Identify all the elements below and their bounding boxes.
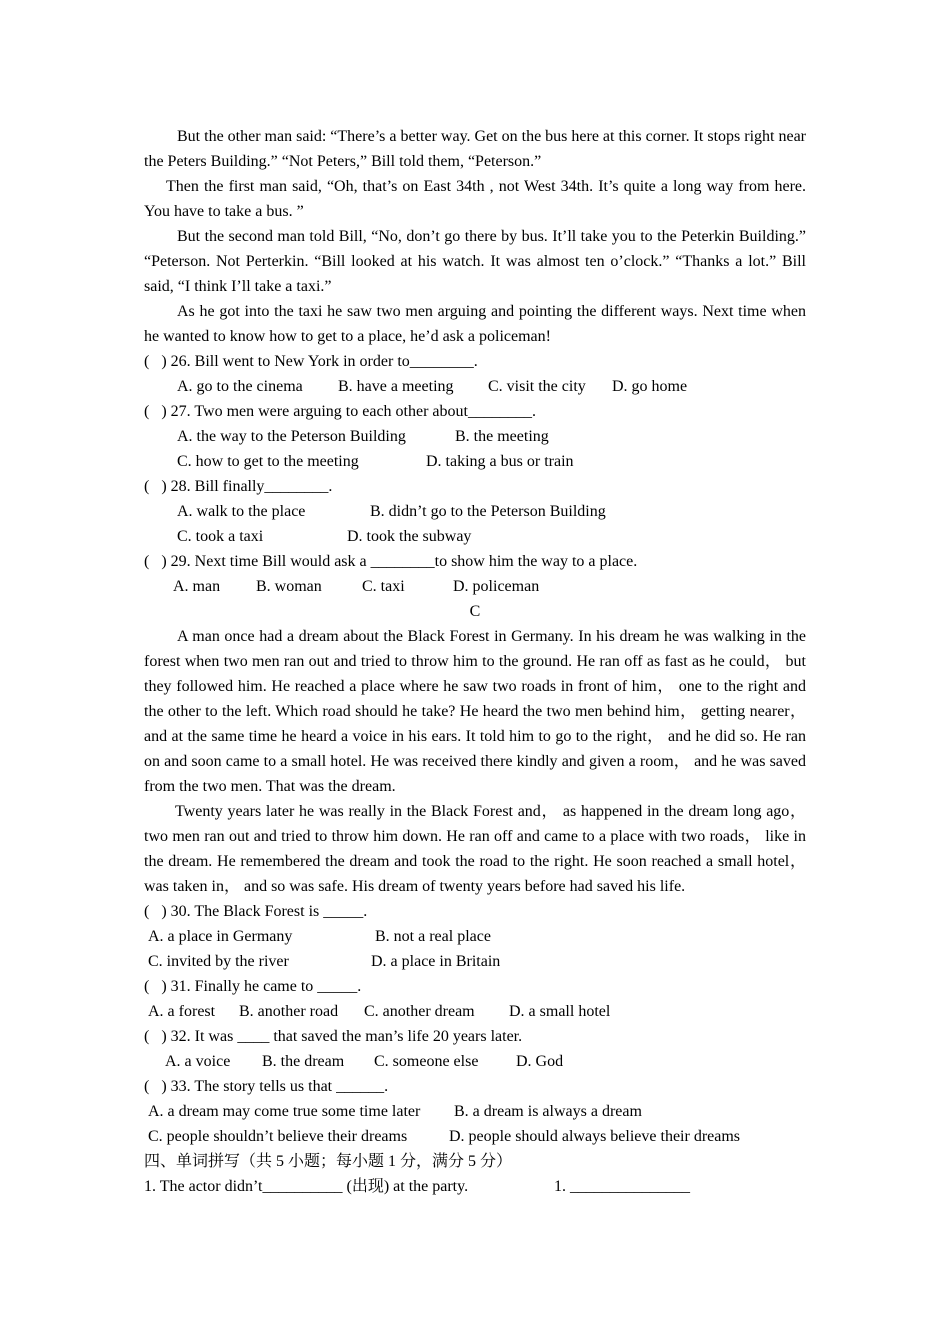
- section-4-title: 四、单词拼写（共 5 小题；每小题 1 分，满分 5 分）: [144, 1153, 513, 1170]
- option-c: C. took a taxi: [177, 528, 264, 545]
- question-30-stem: ( ) 30. The Black Forest is _____.: [144, 903, 368, 920]
- option-a: A. man: [173, 578, 221, 595]
- paragraph: A man once had a dream about the Black Forest in Germany. In his dream he was walking in the forest when two men ran out and tried to throw him to the ground. He ran off as fast as he could， but they followed him. He reached a place where he saw two roads in front of him， one to the right and the other to the left. Which road should he take? He heard the two men behind him， getting nearer， and at the same time he heard a voice in his ears. It told him to go to the right， and he did so. He ran on and soon came to a small hotel. He was received there kindly and given a room， and he was saved from the two men. That was the dream.: [144, 628, 806, 795]
- option-d: D. taking a bus or train: [426, 453, 574, 470]
- question-29-options: [144, 574, 806, 599]
- option-b: B. another road: [239, 1003, 339, 1020]
- question-31-stem: ( ) 31. Finally he came to _____.: [144, 978, 362, 995]
- option-a: A. go to the cinema: [177, 378, 303, 395]
- paragraph: As he got into the taxi he saw two men arguing and pointing the different ways. Next time when he wanted to know how to get to a place, he’d ask a policeman!: [144, 303, 806, 345]
- answer-blank: 1. _______________: [554, 1178, 690, 1195]
- question-29-stem: ( ) 29. Next time Bill would ask a ________to show him the way to a place.: [144, 553, 638, 570]
- question-32-stem: ( ) 32. It was ____ that saved the man’s life 20 years later.: [144, 1028, 523, 1045]
- question-31-options: [144, 999, 806, 1024]
- question-27-options-cd: [144, 449, 806, 474]
- question-32-options: [144, 1049, 806, 1074]
- option-b: B. woman: [256, 578, 322, 595]
- question-28-options-cd: [144, 524, 806, 549]
- question-27-stem: ( ) 27. Two men were arguing to each other about________.: [144, 403, 536, 420]
- option-b: B. the dream: [262, 1053, 345, 1070]
- option-c: C. how to get to the meeting: [177, 453, 359, 470]
- question-28-stem: ( ) 28. Bill finally________.: [144, 478, 333, 495]
- option-b: B. a dream is always a dream: [454, 1103, 642, 1120]
- option-c: C. people shouldn’t believe their dreams: [148, 1128, 408, 1145]
- option-b: B. the meeting: [455, 428, 549, 445]
- option-c: C. someone else: [374, 1053, 479, 1070]
- option-d: D. go home: [612, 378, 688, 395]
- question-33-stem: ( ) 33. The story tells us that ______.: [144, 1078, 389, 1095]
- option-c: C. taxi: [362, 578, 405, 595]
- paragraph: Then the first man said, “Oh, that’s on East 34th , not West 34th. It’s quite a long way from here. You have to take a bus. ”: [144, 178, 806, 220]
- question-33-options-cd: [144, 1124, 806, 1149]
- option-d: D. a small hotel: [509, 1003, 611, 1020]
- question-30-options-cd: [144, 949, 806, 974]
- question-26-stem: ( ) 26. Bill went to New York in order to________.: [144, 353, 478, 370]
- spelling-sentence: 1. The actor didn’t__________ (出现) at the party.: [144, 1178, 469, 1195]
- option-d: D. God: [516, 1053, 564, 1070]
- option-b: B. not a real place: [375, 928, 491, 945]
- question-33-options-ab: [144, 1099, 806, 1124]
- option-a: A. a voice: [165, 1053, 231, 1070]
- option-b: B. have a meeting: [338, 378, 454, 395]
- option-d: D. took the subway: [347, 528, 472, 545]
- option-a: A. a forest: [148, 1003, 216, 1020]
- option-c: C. another dream: [364, 1003, 475, 1020]
- option-c: C. visit the city: [488, 378, 586, 395]
- option-b: B. didn’t go to the Peterson Building: [370, 503, 606, 520]
- option-d: D. people should always believe their dreams: [449, 1128, 741, 1145]
- page-content: [144, 124, 806, 1199]
- option-a: A. walk to the place: [177, 503, 306, 520]
- question-28-options-ab: [144, 499, 806, 524]
- option-a: A. a place in Germany: [148, 928, 293, 945]
- paragraph: Twenty years later he was really in the Black Forest and， as happened in the dream long ago， two men ran out and tried to throw him down. He ran off and came to a place with two roads， like in the dream. He remembered the dream and took the road to the right. He soon reached a small hotel， was taken in， and so was safe. His dream of twenty years before had saved his life.: [144, 803, 807, 895]
- question-30-options-ab: [144, 924, 806, 949]
- question-26-options: [144, 374, 806, 399]
- option-d: D. a place in Britain: [371, 953, 501, 970]
- option-d: D. policeman: [453, 578, 540, 595]
- section-c-label: C: [469, 603, 481, 620]
- option-c: C. invited by the river: [148, 953, 289, 970]
- question-27-options-ab: [144, 424, 806, 449]
- option-a: A. the way to the Peterson Building: [177, 428, 406, 445]
- spelling-question-1: [144, 1174, 806, 1199]
- paragraph: But the other man said: “There’s a better way. Get on the bus here at this corner. It stops right near the Peters Building.” “Not Peters,” Bill told them, “Peterson.”: [144, 128, 806, 170]
- paragraph: But the second man told Bill, “No, don’t go there by bus. It’ll take you to the Peterkin Building.” “Peterson. Not Perterkin. “Bill looked at his watch. It was almost ten o’clock.” “Thanks a lot.” Bill said, “I think I’ll take a taxi.”: [144, 228, 806, 295]
- option-a: A. a dream may come true some time later: [148, 1103, 421, 1120]
